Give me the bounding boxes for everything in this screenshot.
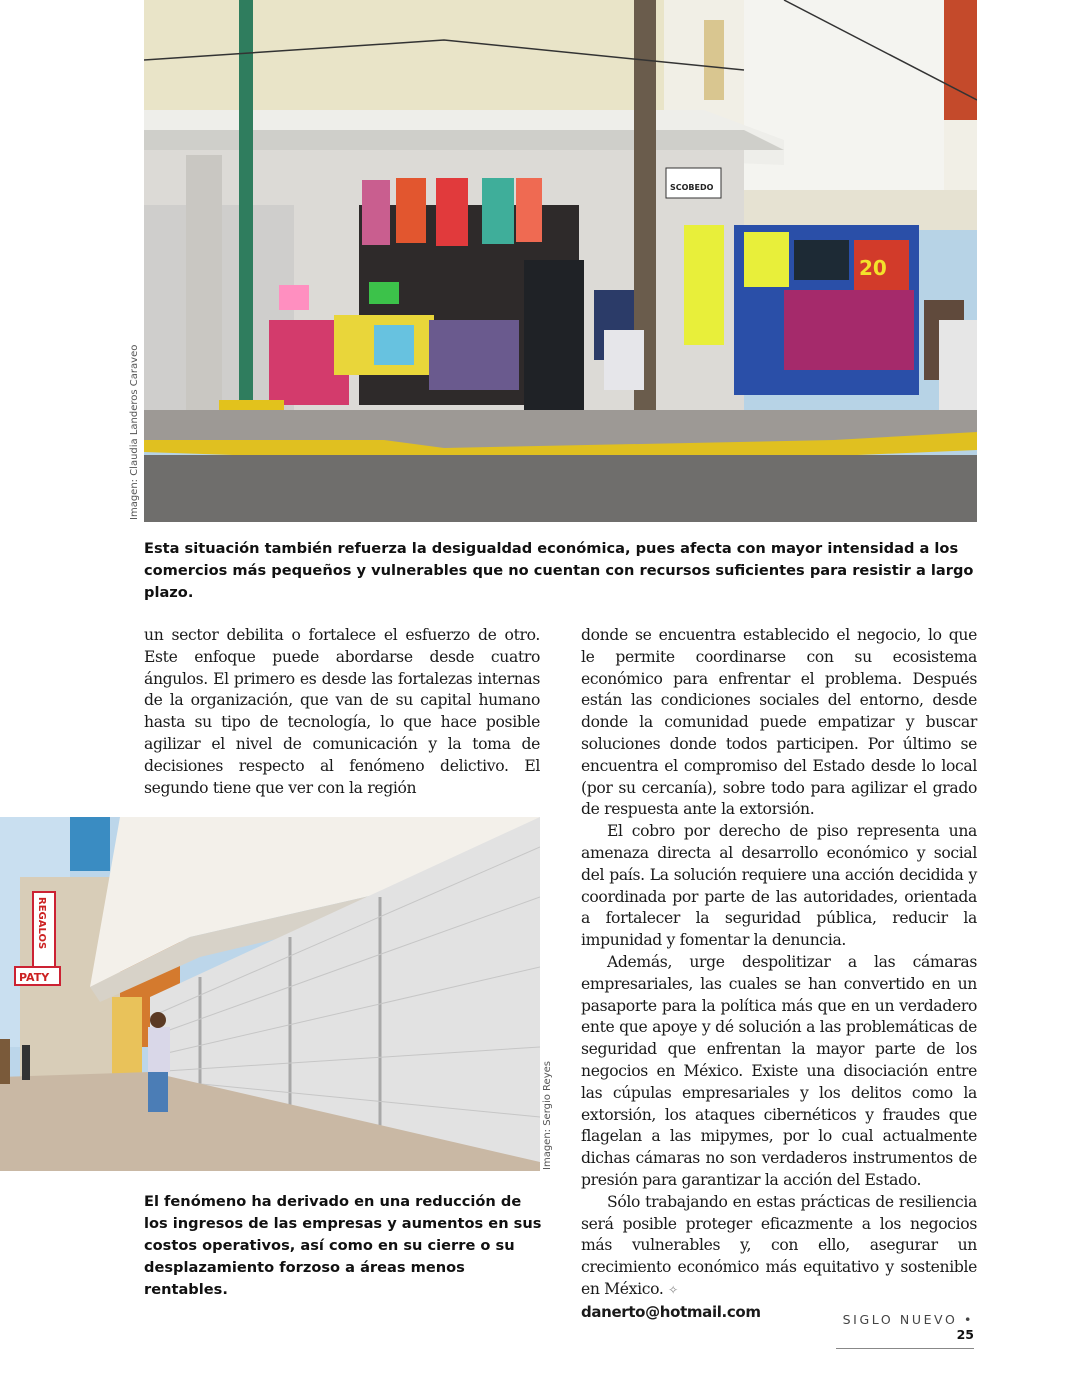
photo-caption: El fenómeno ha derivado en una reducción de los ingresos de las empresas y aumentos en sus costos operativos, así como en su cierre o su desplazamiento forzoso a áreas menos rentables. [144, 1193, 542, 1298]
article-column-left [144, 625, 540, 799]
poster-text: 20 [859, 256, 887, 280]
photo-credit: Imagen: Claudia Landeros Caraveo [129, 344, 140, 520]
street-market-photo [144, 0, 977, 522]
street-sign-text: SCOBEDO [670, 183, 714, 192]
article-paragraph-text: Sólo trabajando en estas prácticas de resiliencia será posible proteger eficazmente a los negocios más vulnerables y, con ello, asegurar un crecimiento económico más equitativo y sostenible en México. [581, 1192, 977, 1298]
page-number: 25 [956, 1327, 974, 1342]
article-paragraph: un sector debilita o fortalece el esfuerzo de otro. Este enfoque puede abordarse desde cuatro ángulos. El primero es desde las fortalezas internas de la organización, que van de su capital humano hasta su tipo de tecnología, lo que hace posible agilizar el nivel de comunicación y la toma de decisiones respecto al fenómeno delictivo. El segundo tiene que ver con la región [144, 626, 540, 797]
article-paragraph: Además, urge despolitizar a las cámaras empresariales, las cuales se han convertido en un pasaporte para la política más que en un verdadero ente que apoye y dé solución a las problemáticas de seguridad que enfrentan la mayor parte de los negocios en México. Existe una disociación entre las cúpulas empresariales y los delitos como la extorsión, los ataques cibernéticos y fraudes que flagelan a las mipymes, por lo cual actualmente dichas cámaras no son verdaderos instrumentos de presión para garantizar la acción del Estado. [581, 952, 977, 1189]
photo-caption: Esta situación también refuerza la desigualdad económica, pues afecta con mayor intensidad a los comercios más pequeños y vulnerables que no cuentan con recursos suficientes para resistir a largo plazo. [144, 540, 974, 601]
article-paragraph [581, 1192, 977, 1302]
end-mark-icon: ✧ [668, 1282, 678, 1297]
author-email: danerto@hotmail.com [581, 1302, 761, 1321]
photo-credit: Imagen: Sergio Reyes [542, 1061, 553, 1170]
article-paragraph: El cobro por derecho de piso representa una amenaza directa al desarrollo económico y social del país. La solución requiere una acción decidida y coordinada por parte de las autoridades, orientada a fortalecer la seguridad pública, reducir la impunidad y fomentar la denuncia. [581, 822, 977, 950]
footer-separator: • [964, 1312, 974, 1327]
shop-sign2-text: PATY [19, 971, 50, 984]
page-footer [836, 1312, 974, 1349]
magazine-name: SIGLO NUEVO [842, 1312, 958, 1327]
closed-shops-photo [0, 817, 540, 1171]
article-paragraph: donde se encuentra establecido el negocio, lo que le permite coordinarse con su ecosistema económico para enfrentar el problema. Después están las condiciones sociales del entorno, desde donde la comunidad puede empatizar y buscar soluciones donde todos participen. Por último se encuentra el compromiso del Estado desde lo local (por su cercanía), sobre todo para agilizar el grado de respuesta ante la extorsión. [581, 626, 977, 819]
article-column-right [581, 625, 977, 1324]
shop-sign-text: REGALOS [36, 897, 47, 950]
